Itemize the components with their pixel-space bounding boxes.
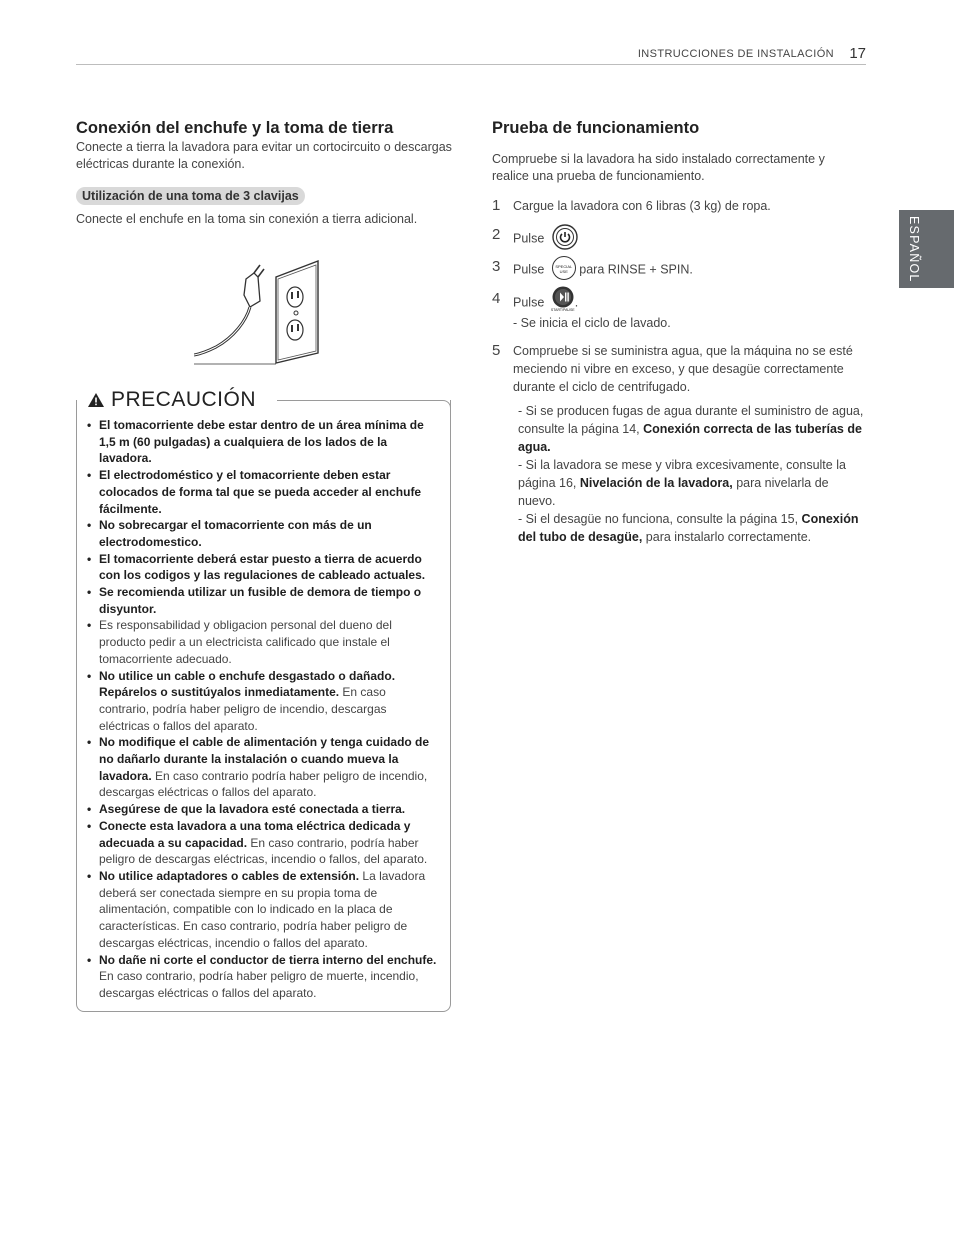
- step-item: 4 Pulse START/PAUSE . - Se inicia el ciclo de lavado.: [492, 290, 864, 332]
- start-pause-icon: [551, 286, 575, 308]
- caution-item: • Es responsabilidad y obligacion personal del dueno del producto pedir a un electricista calificado que instale el tomacorriente adecuado.: [87, 617, 439, 667]
- grounding-section: [76, 117, 452, 228]
- step-item: 3 Pulse SPECIAL USE para RINSE + SPIN.: [492, 258, 864, 282]
- caution-item: • El tomacorriente debe estar dentro de un área mínima de 1,5 m (60 pulgadas) a cualquiera de los lados de la lavadora.: [87, 417, 439, 467]
- troubleshoot-notes: [492, 402, 864, 546]
- language-tab: [899, 210, 954, 288]
- test-title: Prueba de funcionamiento: [492, 119, 700, 137]
- note-item: - Si la lavadora se mese y vibra excesivamente, consulte la página 16, Nivelación de la lavadora, para nivelarla de nuevo.: [518, 458, 846, 508]
- caution-item: • No utilice un cable o enchufe desgastado o dañado. Repárelos o sustitúyalos inmediatamente. En caso contrario, podría haber peligro de incendio, descargas eléctricas o fallos del aparato.: [87, 668, 439, 735]
- plug-instruction: Conecte el enchufe en la toma sin conexión a tierra adicional.: [76, 212, 418, 226]
- wall-outlet-icon: [276, 261, 318, 363]
- plug-icon: [194, 265, 276, 364]
- caution-item: • Se recomienda utilizar un fusible de demora de tiempo o disyuntor.: [87, 584, 439, 617]
- caution-item: • Asegúrese de que la lavadora esté conectada a tierra.: [87, 801, 439, 818]
- note-item: - Si el desagüe no funciona, consulte la página 15, Conexión del tubo de desagüe, para instalarlo correctamente.: [518, 512, 859, 544]
- caution-item: • No sobrecargar el tomacorriente con más de un electrodomestico.: [87, 517, 439, 550]
- test-steps: [492, 197, 864, 396]
- note-item: - Si se producen fugas de agua durante el suministro de agua, consulte la página 14, Conexión correcta de las tuberías de agua.: [518, 404, 864, 454]
- caution-item: • No modifique el cable de alimentación y tenga cuidado de no dañarlo durante la instalación o cuando mueva la lavadora. En caso contrario podría haber peligro de incendio, descargas eléctricas o fallos del aparato.: [87, 734, 439, 801]
- caution-box: [76, 388, 451, 1012]
- start-pause-button: START/PAUSE: [551, 286, 575, 312]
- test-section: [492, 117, 864, 546]
- step-item: 5 Compruebe si se suministra agua, que la máquina no se esté meciendo ni vibre en exceso, y que desagüe correctamente durante el ciclo de centrifugado.: [492, 342, 853, 394]
- three-prong-heading: Utilización de una toma de 3 clavijas: [76, 187, 305, 205]
- section-title: INSTRUCCIONES DE INSTALACIÓN: [637, 48, 834, 60]
- grounding-intro: Conecte a tierra la lavadora para evitar un cortocircuito o descargas eléctricas durante la conexión.: [76, 140, 452, 171]
- caution-item: • El tomacorriente deberá estar puesto a tierra de acuerdo con los codigos y las regulaciones de cableado actuales.: [87, 551, 439, 584]
- caution-item: • No utilice adaptadores o cables de extensión. La lavadora deberá ser conectada siempre en su propia toma de alimentación, compatible con lo indicado en la placa de características. En caso contrario, podría haber peligro de descargas eléctricas, incendio o fallos del aparato.: [87, 868, 439, 952]
- caution-item: • No dañe ni corte el conductor de tierra interno del enchufe. En caso contrario, podría haber peligro de muerte, incendio, descargas eléctricas o fallos del aparato.: [87, 952, 439, 1002]
- special-use-button-icon: SPECIAL USE: [552, 256, 576, 280]
- caution-list: [87, 417, 439, 1002]
- warning-icon: [87, 392, 105, 408]
- grounding-title: Conexión del enchufe y la toma de tierra: [76, 119, 394, 137]
- caution-item: • Conecte esta lavadora a una toma eléctrica dedicada y adecuada a su capacidad. En caso contrario, podría haber peligro de descargas eléctricas, incendio o fallos, del aparato.: [87, 818, 439, 868]
- page-number: 17: [849, 45, 866, 62]
- power-button-icon: [552, 224, 578, 250]
- page-header: [76, 44, 866, 65]
- caution-title: PRECAUCIÓN: [83, 388, 260, 412]
- outlet-plug-illustration: [194, 259, 324, 369]
- step-item: 1 Cargue la lavadora con 6 libras (3 kg) de ropa.: [492, 197, 771, 214]
- step-item: 2 Pulse: [492, 226, 864, 252]
- language-tab-label: ESPAÑOL: [907, 216, 921, 283]
- test-intro: Compruebe si la lavadora ha sido instalado correctamente y realice una prueba de funcionamiento.: [492, 152, 825, 183]
- caution-item: • El electrodoméstico y el tomacorriente deben estar colocados de forma tal que se pueda acceder al enchufe fácilmente.: [87, 467, 439, 517]
